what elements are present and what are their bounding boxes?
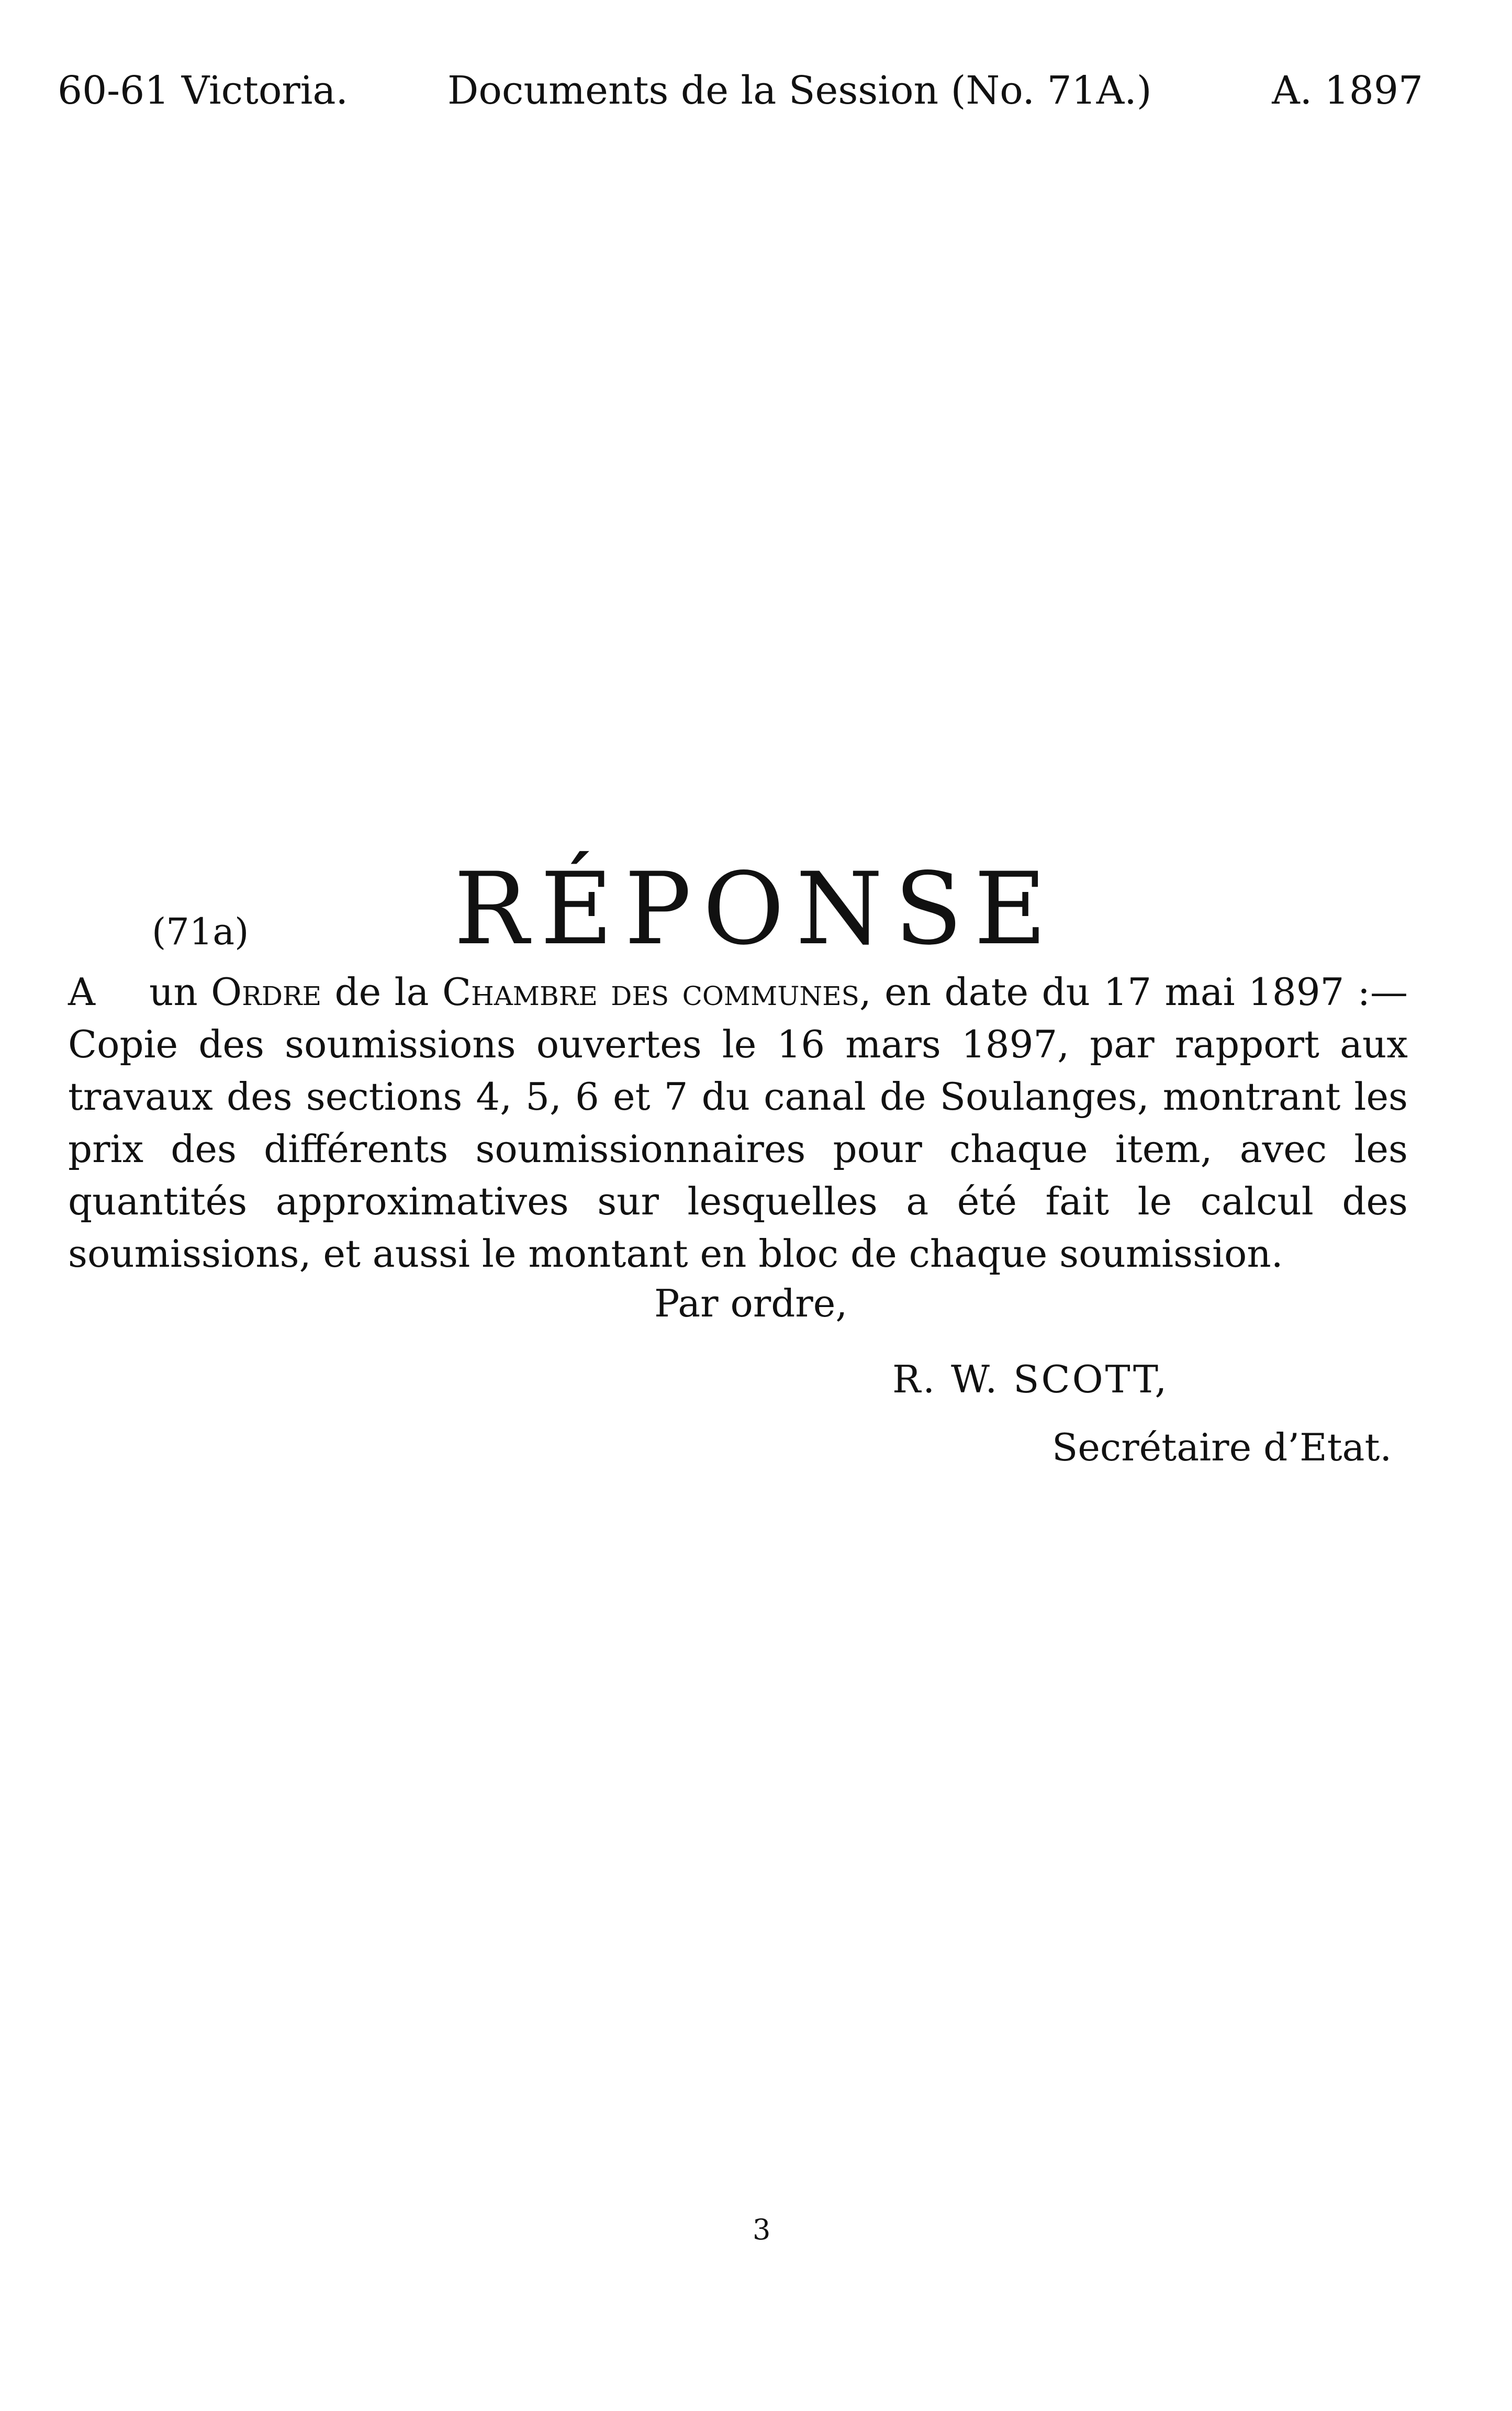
signatory-name: R. W. SCOTT, bbox=[892, 1357, 1169, 1401]
order-text-part1: un bbox=[149, 970, 211, 1014]
running-head bbox=[0, 62, 1512, 119]
document-number: (71a) bbox=[152, 910, 249, 953]
running-head-year: A. 1897 bbox=[1272, 68, 1423, 113]
order-text bbox=[68, 966, 1408, 1280]
page-title: RÉPONSE bbox=[454, 851, 1058, 967]
order-word: Ordre bbox=[211, 970, 322, 1014]
order-paragraph bbox=[68, 966, 1408, 1280]
order-lead-letter: A bbox=[68, 970, 95, 1014]
page-folio: 3 bbox=[753, 2213, 771, 2246]
chamber-name: Chambre des communes bbox=[442, 970, 859, 1014]
order-text-part3: , en date du 17 mai 1897 :—Copie des soumissions ouvertes le 16 mars 1897, par rapport aux travaux des sections 4, 5, 6 et 7 du canal de Soulanges, montrant les prix des différents soumissionnaires pour chaque item, avec les quantités approximatives sur lesquelles a été fait le calcul des soumissions, et aussi le montant en bloc de chaque soumission. bbox=[68, 970, 1408, 1276]
running-head-volume: 60-61 Victoria. bbox=[58, 68, 349, 113]
running-head-session-docs: Documents de la Session (No. 71A.) bbox=[447, 68, 1152, 113]
par-ordre: Par ordre, bbox=[654, 1281, 848, 1325]
order-text-part2: de la bbox=[321, 970, 442, 1014]
signatory-title: Secrétaire d’Etat. bbox=[1052, 1425, 1392, 1469]
